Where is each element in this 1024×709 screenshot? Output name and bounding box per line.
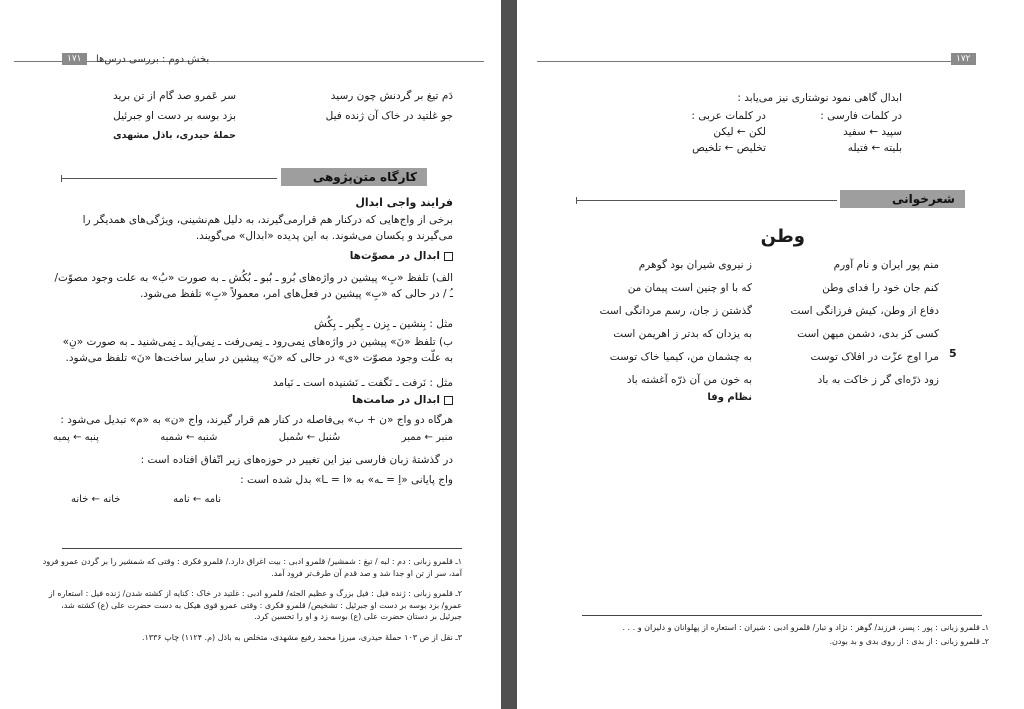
footnote-2: ۲ـ قلمرو زبانی : از بدی : از روی بدی و بد بودن. <box>829 637 989 646</box>
poem-line-1-left: ز نیروی شیران بود گوهرم <box>638 259 752 271</box>
verse-1-right: دَم تیغ بر گردنش چون رسید <box>330 90 453 102</box>
section-title: شعرخوانی <box>840 190 965 208</box>
footnote-1: ۱ـ قلمرو زبانی : دم : لبه / تیغ : شمشیر/ قلمرو ادبی : بیت اغراق دارد./ قلمرو فکری : وقتی که شمشیر را بر گردن عمرو فرود آمد، سر از تن او جدا شد و صد قدم آن طرف‌تر فرود آمد. <box>42 557 462 578</box>
poem-line-3-left: گذشتن ز جان، رسم مردانگی است <box>599 305 752 317</box>
poem-line-5-left: به چشمان من، کیمیا خاک توست <box>609 351 752 363</box>
poet-name: نظام وفا <box>707 392 752 403</box>
header-rule <box>537 61 962 62</box>
example-e-1: نامه ← نامه <box>173 494 221 505</box>
poem-line-1-right: منم پور ایران و نام آورم <box>833 259 939 271</box>
section-title: کارگاه متن‌پژوهی <box>281 168 427 186</box>
poem-line-5-right: مرا اوج عزّت در افلاک توست <box>810 351 939 363</box>
subsection-title: فرایند واجی ابدال <box>355 196 453 209</box>
poem-line-3-right: دفاع از وطن، کیش فرزانگی است <box>790 305 939 317</box>
footnote-2: ۲ـ قلمرو زبانی : ژنده فیل : فیل بزرگ و عظیم الجثه/ قلمرو ادبی : غلتید در خاک : کنایه از کشته شدن/ ژنده فیل : استعاره از عمرو/ بزد بوسه بر دست او جبرئیل : تشخیص/ قلمرو فکری : وقتی عمرو قوی هیکل به دست حضرت علی (ع) کشته شد، جبرئیل بر دستان حضرت علی (ع) بوسه زد و او را تحسین کرد. <box>48 589 462 621</box>
heading-vowels: ابدال در مصوّت‌ها <box>153 250 453 262</box>
poem-line-2-left: که با او چنین است پیمان من <box>627 282 752 294</box>
paragraph-b: ب) تلفظ «نَ» پیشین در واژه‌های نِمی‌رود ـ نِمی‌رفت ـ نِمی‌آید ـ نِمی‌شنید ـ به صورت «نِ» به علّت وجود مصوّت «ی» در حالی که «نَ» پیشین در سایر ساخت‌ها «نَ» تلفظ می‌شود. <box>62 336 453 364</box>
example-c-3: شنبه ← شمبه <box>160 432 218 443</box>
checkbox-icon <box>444 396 453 405</box>
left-page <box>0 0 501 709</box>
example-b: مثل : نَرفت ـ نَگفت ـ نَشنیده است ـ نَیامد <box>272 377 453 389</box>
intro-paragraph: ابدال گاهی نمود نوشتاری نیز می‌یابد : <box>737 92 902 104</box>
footnote-rule <box>62 548 462 549</box>
example-c-1: منبر ← ممبر <box>401 432 453 443</box>
header-title: بخش دوم : بررسی درس‌ها <box>96 54 210 65</box>
paragraph-c: هرگاه دو واج «ن + ب» بی‌فاصله در کنار هم قرار گیرند، واج «ن» به «م» تبدیل می‌شود : <box>60 414 453 426</box>
paragraph-a: الف) تلفظ «بِ» پیشین در واژه‌های بُرو ـ بُبو ـ بُکُش ـ به صورت «بُ» به علت وجود مصوّت/ ـُ / در حالی که «بِ» پیشین در فعل‌های امر، معمولاً «بِ» تلفظ می‌شود. <box>54 272 453 300</box>
heading-consonants: ابدال در صامت‌ها <box>153 394 453 406</box>
page-number: ۱۷۲ <box>951 53 976 65</box>
paragraph-e: واج پایانی «اِ = ـه» به «ا = ـا» بدل شده است : <box>240 474 453 486</box>
verse-2-right: جو غلتید در خاک آن ژنده فیل <box>325 110 453 122</box>
example-a: مثل : بِنشین ـ بِزن ـ بِگیر ـ بِکُش <box>313 318 453 330</box>
book-gutter <box>501 0 517 709</box>
persian-words-column <box>782 108 902 156</box>
verse-attribution: حملهٔ حیدری، باذل مشهدی <box>112 130 236 141</box>
poem-line-4-left: به یزدان که بدتر ز اهریمن است <box>613 328 752 340</box>
poem-line-4-right: کسی کز بدی، دشمن میهن است <box>797 328 939 340</box>
examples-e-row <box>71 494 221 505</box>
poem-line-6-left: به خون من آن ذرّه آغشته باد <box>626 374 752 386</box>
footnote-3: ۳ـ نقل از ص ۱۰۳ حملهٔ حیدری، میرزا محمد رفیع مشهدی، متخلص به باذل (م. ۱۱۲۴) چاپ ۱۳۳۶. <box>141 633 462 642</box>
persian-words-heading: در کلمات فارسی : <box>820 110 902 122</box>
persian-word-1: سپید ← سفید <box>843 126 902 138</box>
persian-word-2: بلیته ← فتیله <box>847 142 902 154</box>
footnote-rule <box>582 615 982 616</box>
section-line <box>62 178 277 179</box>
page-number: ۱۷۱ <box>62 53 87 65</box>
right-page <box>517 0 1024 709</box>
verse-1-left: سر عَمرو صد گام از تن برید <box>113 90 236 102</box>
checkbox-icon <box>444 252 453 261</box>
arabic-words-column <box>646 108 766 156</box>
section-line <box>577 200 837 201</box>
examples-c-row <box>53 432 453 443</box>
example-e-2: خانه ← خانه <box>71 494 121 505</box>
poem-left-column <box>582 254 752 392</box>
poem-title: وطن <box>760 226 805 247</box>
arabic-words-heading: در کلمات عربی : <box>691 110 766 122</box>
poem-line-6-right: زود ذرّه‌ای گر ز خاکت به باد <box>817 374 939 386</box>
arabic-word-1: لکن ← لیکن <box>713 126 766 138</box>
example-c-2: سُنبل ← سُمبل <box>278 432 341 443</box>
arabic-word-2: تخلیص ← تلخیص <box>692 142 766 154</box>
line-number-5: 5 <box>949 347 957 360</box>
footnote-1: ۱ـ قلمرو زبانی : پور : پسر، فرزند/ گوهر : نژاد و تبار/ قلمرو ادبی : شیران : استعاره از پهلوانان و دلیران و . . . <box>622 623 989 632</box>
verse-2-left: بزد بوسه بر دست او جبرئیل <box>113 110 236 122</box>
paragraph-d: در گذشتهٔ زبان فارسی نیز این تغییر در حوزه‌های زیر اتّفاق افتاده است : <box>140 454 453 466</box>
example-c-4: پنبه ← پمبه <box>53 432 99 443</box>
intro-paragraph: برخی از واج‌هایی که درکنار هم قرارمی‌گیرند، به دلیل هم‌نشینی، ویژگی‌های همدیگر را می‌گیرند و یکسان می‌شوند. به این پدیده «ابدال» می‌گویند. <box>82 214 453 242</box>
poem-right-column <box>769 254 939 392</box>
poem-line-2-right: کنم جان خود را فدای وطن <box>822 282 939 294</box>
